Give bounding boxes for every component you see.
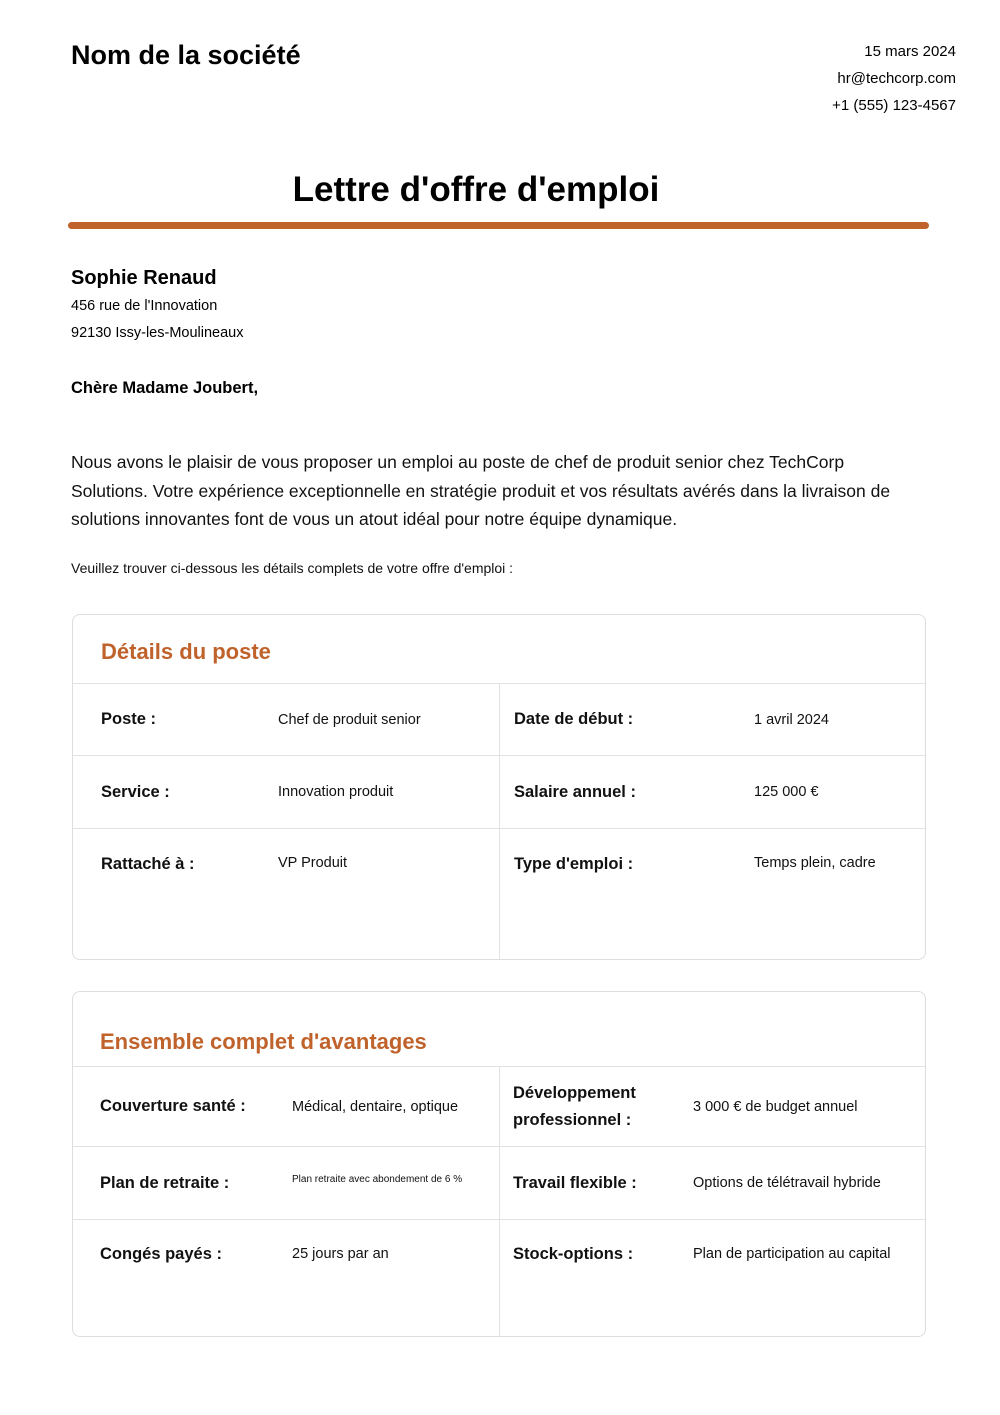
salary-value: 125 000 € bbox=[754, 784, 819, 800]
recipient-address-line2: 92130 Issy-les-Moulineaux bbox=[71, 325, 244, 341]
retirement-plan-label: Plan de retraite : bbox=[100, 1173, 230, 1192]
professional-development-value: 3 000 € de budget annuel bbox=[693, 1098, 858, 1115]
salutation: Chère Madame Joubert, bbox=[71, 379, 259, 397]
stock-options-label: Stock-options : bbox=[513, 1245, 634, 1263]
title-divider bbox=[68, 222, 929, 229]
job-details-title: Détails du poste bbox=[101, 639, 271, 664]
position-value: Chef de produit senior bbox=[278, 711, 421, 728]
employment-type-label: Type d'emploi : bbox=[514, 855, 634, 873]
reports-to-label: Rattaché à : bbox=[101, 855, 195, 873]
recipient-address-line1: 456 rue de l'Innovation bbox=[71, 298, 218, 314]
flexible-work-value: Options de télétravail hybride bbox=[693, 1175, 881, 1191]
column-divider bbox=[499, 683, 500, 959]
document-title: Lettre d'offre d'emploi bbox=[292, 170, 660, 209]
reports-to-value: VP Produit bbox=[278, 855, 348, 871]
paid-leave-label: Congés payés : bbox=[100, 1245, 222, 1263]
letter-date: 15 mars 2024 bbox=[864, 43, 956, 60]
start-date-value: 1 avril 2024 bbox=[754, 711, 829, 728]
company-name: Nom de la société bbox=[71, 40, 301, 70]
stock-options-value: Plan de participation au capital bbox=[693, 1246, 891, 1262]
details-intro: Veuillez trouver ci-dessous les détails complets de votre offre d'emploi : bbox=[71, 560, 514, 576]
contact-phone: +1 (555) 123-4567 bbox=[832, 97, 956, 114]
flexible-work-label: Travail flexible : bbox=[513, 1173, 637, 1192]
health-coverage-value: Médical, dentaire, optique bbox=[292, 1098, 459, 1115]
department-label: Service : bbox=[101, 782, 170, 801]
intro-paragraph: Nous avons le plaisir de vous proposer un emploi au poste de chef de produit senior chez TechCorp Solutions. Votre expérience exceptionnelle en stratégie produit et vos résultats avérés dans la livraison de solutions innovantes font de vous un atout idéal pour notre équipe dynamique. bbox=[71, 452, 891, 529]
health-coverage-label: Couverture santé : bbox=[100, 1097, 246, 1115]
professional-development-label: Développement professionnel : bbox=[513, 1083, 636, 1129]
salary-label: Salaire annuel : bbox=[514, 782, 636, 801]
department-value: Innovation produit bbox=[278, 784, 394, 800]
contact-block bbox=[832, 38, 956, 119]
benefits-title: Ensemble complet d'avantages bbox=[100, 1029, 427, 1054]
contact-email: hr@techcorp.com bbox=[837, 70, 956, 87]
position-label: Poste : bbox=[101, 710, 157, 728]
benefits-card bbox=[72, 991, 926, 1337]
recipient-name: Sophie Renaud bbox=[71, 267, 217, 289]
paid-leave-value: 25 jours par an bbox=[292, 1246, 389, 1262]
job-details-card bbox=[72, 614, 926, 960]
retirement-plan-value: Plan retraite avec abondement de 6 % bbox=[292, 1174, 463, 1185]
start-date-label: Date de début : bbox=[514, 710, 634, 728]
employment-type-value: Temps plein, cadre bbox=[754, 855, 876, 871]
column-divider bbox=[499, 1066, 500, 1336]
